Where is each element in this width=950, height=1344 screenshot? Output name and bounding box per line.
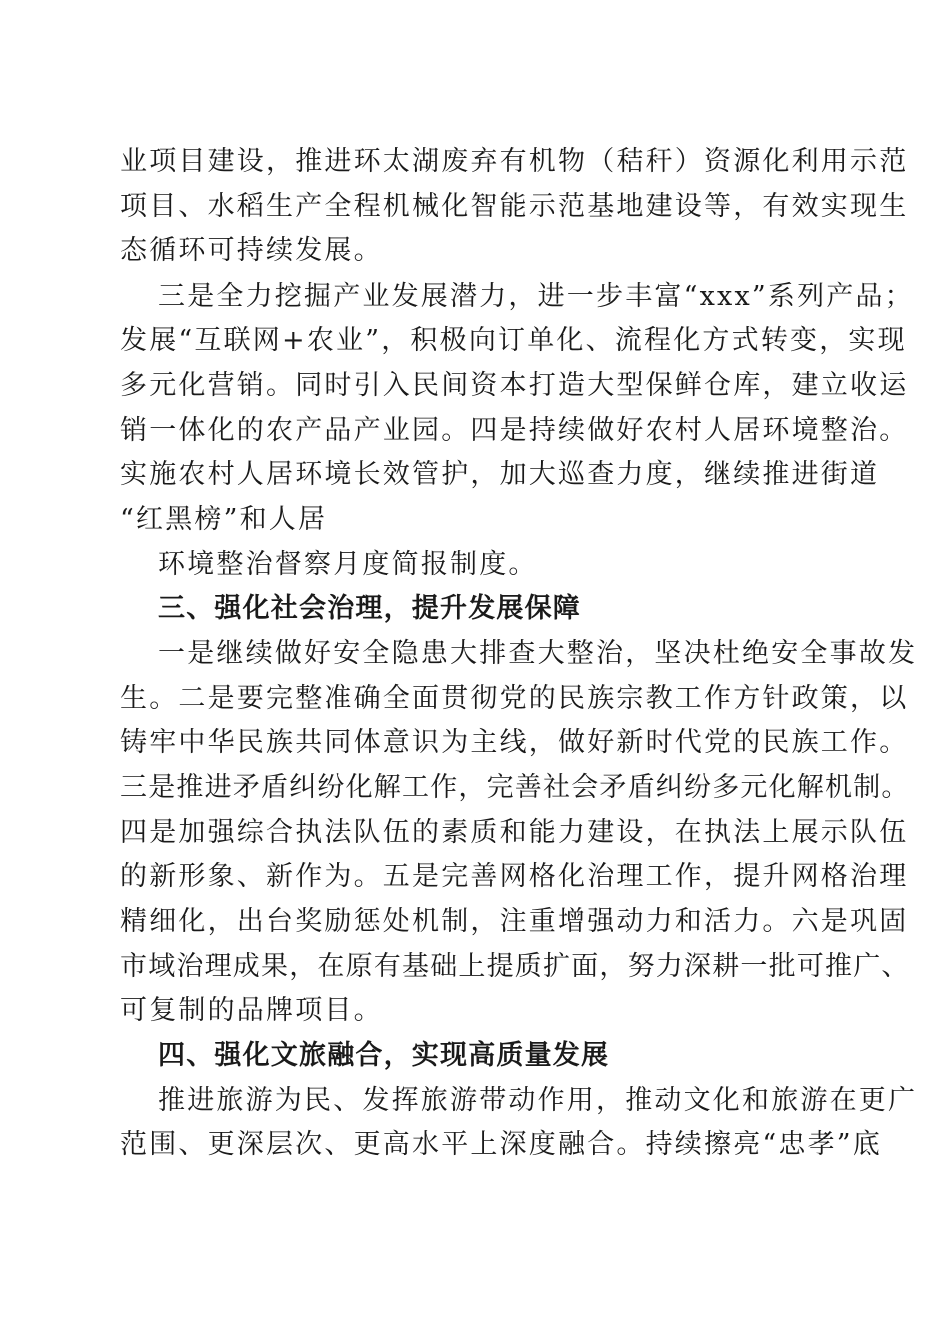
body-line: 三是推进矛盾纠纷化解工作，完善社会矛盾纠纷多元化解机制。 <box>120 772 910 803</box>
body-line: 的新形象、新作为。五是完善网格化治理工作，提升网格治理 <box>120 861 909 892</box>
section-heading: 三、强化社会治理，提升发展保障 <box>158 593 581 624</box>
body-line: 环境整治督察月度简报制度。 <box>158 549 538 580</box>
body-line: 实施农村人居环境长效管护，加大巡查力度，继续推进街道 <box>120 459 880 490</box>
body-line: 多元化营销。同时引入民间资本打造大型保鲜仓库，建立收运 <box>120 370 909 401</box>
body-line: 四是加强综合执法队伍的素质和能力建设，在执法上展示队伍 <box>120 817 909 848</box>
body-line: 发展“互联网+农业”，积极向订单化、流程化方式转变，实现 <box>120 325 907 356</box>
body-line: 生。二是要完整准确全面贯彻党的民族宗教工作方针政策，以 <box>120 683 909 714</box>
body-line: 范围、更深层次、更高水平上深度融合。持续擦亮“忠孝”底 <box>120 1129 883 1160</box>
body-line: 精细化，出台奖励惩处机制，注重增强动力和活力。六是巩固 <box>120 906 909 937</box>
body-line: 三是全力挖掘产业发展潜力，进一步丰富“xxx”系列产品； <box>158 281 914 312</box>
body-line: 业项目建设，推进环太湖废弃有机物（秸秆）资源化利用示范 <box>120 146 909 177</box>
body-line: “红黑榜”和人居 <box>120 504 328 535</box>
body-line: 一是继续做好安全隐患大排查大整治，坚决杜绝安全事故发 <box>158 638 918 669</box>
body-line: 市域治理成果，在原有基础上提质扩面，努力深耕一批可推广、 <box>120 951 910 982</box>
body-line: 销一体化的农产品产业园。四是持续做好农村人居环境整治。 <box>120 415 909 446</box>
body-line: 铸牢中华民族共同体意识为主线，做好新时代党的民族工作。 <box>120 727 909 758</box>
body-line: 可复制的品牌项目。 <box>120 995 383 1026</box>
body-line: 推进旅游为民、发挥旅游带动作用，推动文化和旅游在更广 <box>158 1085 918 1116</box>
body-line: 态循环可持续发展。 <box>120 235 383 266</box>
section-heading: 四、强化文旅融合，实现高质量发展 <box>158 1040 610 1071</box>
body-line: 项目、水稻生产全程机械化智能示范基地建设等，有效实现生 <box>120 191 909 222</box>
